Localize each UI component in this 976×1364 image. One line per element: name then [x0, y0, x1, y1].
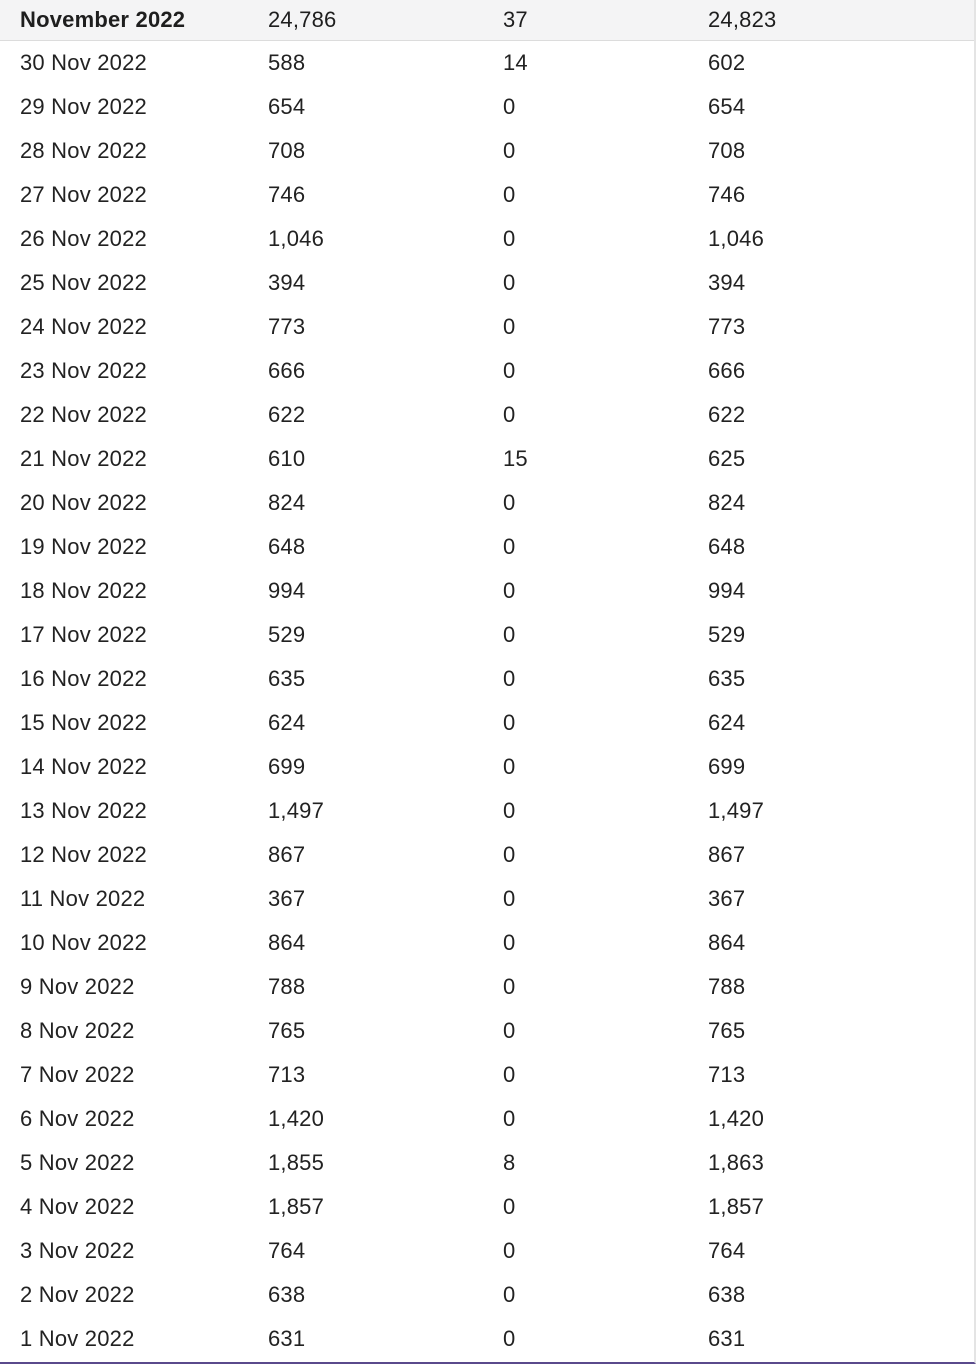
- table-row[interactable]: [0, 173, 974, 217]
- row-col1-value: 1,420: [268, 1106, 325, 1131]
- row-col2-value: 0: [503, 182, 516, 207]
- row-col1-value: 610: [268, 446, 306, 471]
- row-date: 1 Nov 2022: [20, 1326, 135, 1351]
- row-date: 22 Nov 2022: [20, 402, 147, 427]
- row-col2-value: 0: [503, 358, 516, 383]
- row-col1-value: 699: [268, 754, 306, 779]
- row-total-value: 638: [708, 1282, 746, 1307]
- row-total-value: 708: [708, 138, 746, 163]
- table-row[interactable]: [0, 305, 974, 349]
- row-col2-value: 0: [503, 622, 516, 647]
- table-row[interactable]: [0, 921, 974, 965]
- table-row[interactable]: [0, 217, 974, 261]
- month-total-value: 24,823: [708, 7, 777, 32]
- table-row[interactable]: [0, 877, 974, 921]
- row-total-value: 773: [708, 314, 746, 339]
- row-date: 6 Nov 2022: [20, 1106, 135, 1131]
- row-col2-value: 14: [503, 50, 528, 75]
- row-col1-value: 713: [268, 1062, 306, 1087]
- row-col1-value: 622: [268, 402, 306, 427]
- row-col2-value: 0: [503, 94, 516, 119]
- row-col2-value: 0: [503, 314, 516, 339]
- row-total-value: 1,046: [708, 226, 765, 251]
- row-total-value: 824: [708, 490, 746, 515]
- row-col1-value: 635: [268, 666, 306, 691]
- row-date: 21 Nov 2022: [20, 446, 147, 471]
- row-col2-value: 0: [503, 534, 516, 559]
- row-date: 10 Nov 2022: [20, 930, 147, 955]
- row-col2-value: 0: [503, 798, 516, 823]
- table-row[interactable]: [0, 833, 974, 877]
- row-col2-value: 0: [503, 1238, 516, 1263]
- row-col2-value: 0: [503, 270, 516, 295]
- row-total-value: 1,863: [708, 1150, 765, 1175]
- row-date: 14 Nov 2022: [20, 754, 147, 779]
- row-col2-value: 0: [503, 886, 516, 911]
- row-date: 8 Nov 2022: [20, 1018, 135, 1043]
- row-date: 4 Nov 2022: [20, 1194, 135, 1219]
- row-date: 27 Nov 2022: [20, 182, 147, 207]
- row-col1-value: 1,497: [268, 798, 325, 823]
- row-date: 30 Nov 2022: [20, 50, 147, 75]
- row-col1-value: 638: [268, 1282, 306, 1307]
- row-col1-value: 367: [268, 886, 306, 911]
- table-row[interactable]: [0, 569, 974, 613]
- table-row[interactable]: [0, 1141, 974, 1185]
- row-col2-value: 0: [503, 138, 516, 163]
- table-row[interactable]: [0, 349, 974, 393]
- row-col1-value: 746: [268, 182, 306, 207]
- row-col1-value: 1,855: [268, 1150, 325, 1175]
- table-row[interactable]: [0, 965, 974, 1009]
- row-col1-value: 824: [268, 490, 306, 515]
- row-col1-value: 764: [268, 1238, 306, 1263]
- row-total-value: 635: [708, 666, 746, 691]
- row-date: 13 Nov 2022: [20, 798, 147, 823]
- row-total-value: 1,857: [708, 1194, 765, 1219]
- row-col2-value: 0: [503, 710, 516, 735]
- row-col2-value: 0: [503, 666, 516, 691]
- row-total-value: 624: [708, 710, 746, 735]
- table-row[interactable]: [0, 525, 974, 569]
- row-col1-value: 1,046: [268, 226, 325, 251]
- row-col1-value: 394: [268, 270, 306, 295]
- row-total-value: 699: [708, 754, 746, 779]
- month-col1-value: 24,786: [268, 7, 337, 32]
- row-date: 2 Nov 2022: [20, 1282, 135, 1307]
- table-row[interactable]: [0, 701, 974, 745]
- table-body: [0, 41, 974, 1361]
- month-summary-row[interactable]: [0, 0, 974, 41]
- row-date: 9 Nov 2022: [20, 974, 135, 999]
- table-row[interactable]: [0, 1053, 974, 1097]
- row-col2-value: 15: [503, 446, 528, 471]
- row-col2-value: 0: [503, 930, 516, 955]
- row-col1-value: 654: [268, 94, 306, 119]
- row-col1-value: 529: [268, 622, 306, 647]
- row-total-value: 713: [708, 1062, 746, 1087]
- row-col1-value: 624: [268, 710, 306, 735]
- row-total-value: 622: [708, 402, 746, 427]
- row-date: 12 Nov 2022: [20, 842, 147, 867]
- table-row[interactable]: [0, 261, 974, 305]
- row-total-value: 788: [708, 974, 746, 999]
- table-row[interactable]: [0, 657, 974, 701]
- table-row[interactable]: [0, 613, 974, 657]
- row-date: 23 Nov 2022: [20, 358, 147, 383]
- row-col1-value: 648: [268, 534, 306, 559]
- table-row[interactable]: [0, 85, 974, 129]
- row-date: 5 Nov 2022: [20, 1150, 135, 1175]
- row-date: 24 Nov 2022: [20, 314, 147, 339]
- row-total-value: 1,497: [708, 798, 765, 823]
- row-date: 19 Nov 2022: [20, 534, 147, 559]
- row-date: 25 Nov 2022: [20, 270, 147, 295]
- row-col2-value: 0: [503, 578, 516, 603]
- row-date: 20 Nov 2022: [20, 490, 147, 515]
- row-col2-value: 0: [503, 1062, 516, 1087]
- row-total-value: 529: [708, 622, 746, 647]
- row-col1-value: 708: [268, 138, 306, 163]
- row-col1-value: 788: [268, 974, 306, 999]
- row-col1-value: 765: [268, 1018, 306, 1043]
- row-date: 18 Nov 2022: [20, 578, 147, 603]
- row-col2-value: 0: [503, 1018, 516, 1043]
- row-total-value: 631: [708, 1326, 746, 1351]
- row-col2-value: 8: [503, 1150, 516, 1175]
- table-row[interactable]: [0, 789, 974, 833]
- month-col2-value: 37: [503, 7, 528, 32]
- row-total-value: 602: [708, 50, 746, 75]
- row-col1-value: 666: [268, 358, 306, 383]
- table-row[interactable]: [0, 1097, 974, 1141]
- table-row[interactable]: [0, 1317, 974, 1361]
- month-label: November 2022: [20, 7, 186, 32]
- table-row[interactable]: [0, 1229, 974, 1273]
- row-date: 29 Nov 2022: [20, 94, 147, 119]
- row-total-value: 625: [708, 446, 746, 471]
- row-date: 16 Nov 2022: [20, 666, 147, 691]
- table-row[interactable]: [0, 437, 974, 481]
- row-total-value: 394: [708, 270, 746, 295]
- row-date: 26 Nov 2022: [20, 226, 147, 251]
- row-col1-value: 631: [268, 1326, 306, 1351]
- row-col1-value: 588: [268, 50, 306, 75]
- row-total-value: 764: [708, 1238, 746, 1263]
- table-row[interactable]: [0, 1273, 974, 1317]
- row-date: 17 Nov 2022: [20, 622, 147, 647]
- row-col1-value: 994: [268, 578, 306, 603]
- row-col1-value: 773: [268, 314, 306, 339]
- row-total-value: 648: [708, 534, 746, 559]
- row-col2-value: 0: [503, 1282, 516, 1307]
- row-total-value: 867: [708, 842, 746, 867]
- row-total-value: 746: [708, 182, 746, 207]
- table-row[interactable]: [0, 41, 974, 85]
- row-total-value: 994: [708, 578, 746, 603]
- row-date: 7 Nov 2022: [20, 1062, 135, 1087]
- row-col2-value: 0: [503, 402, 516, 427]
- table-row[interactable]: [0, 745, 974, 789]
- row-date: 15 Nov 2022: [20, 710, 147, 735]
- row-col2-value: 0: [503, 226, 516, 251]
- row-date: 28 Nov 2022: [20, 138, 147, 163]
- row-col2-value: 0: [503, 754, 516, 779]
- row-total-value: 367: [708, 886, 746, 911]
- row-col2-value: 0: [503, 974, 516, 999]
- row-total-value: 765: [708, 1018, 746, 1043]
- row-date: 3 Nov 2022: [20, 1238, 135, 1263]
- row-date: 11 Nov 2022: [20, 886, 146, 911]
- row-col2-value: 0: [503, 1194, 516, 1219]
- row-col1-value: 1,857: [268, 1194, 325, 1219]
- row-col2-value: 0: [503, 1106, 516, 1131]
- row-col1-value: 864: [268, 930, 306, 955]
- row-total-value: 654: [708, 94, 746, 119]
- row-col1-value: 867: [268, 842, 306, 867]
- table-row[interactable]: [0, 481, 974, 525]
- table-row[interactable]: [0, 129, 974, 173]
- table-row[interactable]: [0, 1185, 974, 1229]
- table-row[interactable]: [0, 1009, 974, 1053]
- row-col2-value: 0: [503, 842, 516, 867]
- row-total-value: 864: [708, 930, 746, 955]
- table-row[interactable]: [0, 393, 974, 437]
- row-total-value: 1,420: [708, 1106, 765, 1131]
- row-col2-value: 0: [503, 490, 516, 515]
- row-total-value: 666: [708, 358, 746, 383]
- row-col2-value: 0: [503, 1326, 516, 1351]
